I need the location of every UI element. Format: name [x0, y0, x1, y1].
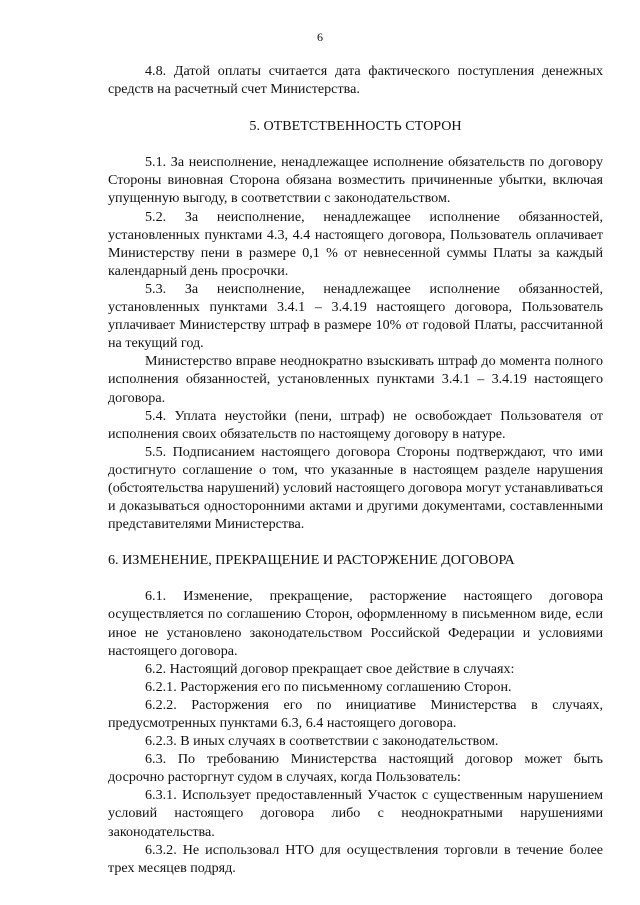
paragraph-5-5: 5.5. Подписанием настоящего договора Стороны подтверждают, что ими достигнуто соглашение о том, что указанные в настоящем разделе нарушения (обстоятельства нарушений) условий настоящего договора могут устанавливаться и доказываться односторонними актами и другими документами, составленными представителями Министерства.: [108, 443, 603, 533]
page-number: 6: [317, 30, 323, 44]
paragraph-6-1: 6.1. Изменение, прекращение, расторжение настоящего договора осуществляется по соглашению Сторон, оформленному в письменном виде, если иное не установлено законодательством Российской Федерации и условиями настоящего договора.: [108, 588, 603, 659]
section-6-title: 6. ИЗМЕНЕНИЕ, ПРЕКРАЩЕНИЕ И РАСТОРЖЕНИЕ ДОГОВОРА: [108, 552, 515, 569]
paragraph-5-1: 5.1. За неисполнение, ненадлежащее исполнение обязательств по договору Стороны виновная Сторона обязана возместить причиненные убытки, включая упущенную выгоду, в соответствии с законодательством.: [108, 154, 603, 207]
paragraph-6-3-1: 6.3.1. Использует предоставленный Участок с существенным нарушением условий настоящего договора либо с неоднократными нарушениями законодательства.: [108, 787, 603, 840]
paragraph-5-3: 5.3. За неисполнение, ненадлежащее исполнение обязанностей, установленных пунктами 3.4.1 – 3.4.19 настоящего договора, Пользователь уплачивает Министерству штраф в размере 10% от годовой Платы, рассчитанной на текущий год.: [108, 280, 603, 352]
paragraph-5-4: 5.4. Уплата неустойки (пени, штраф) не освобождает Пользователя от исполнения своих обязательств по настоящему договору в натуре.: [108, 407, 603, 442]
paragraph-6-3: 6.3. По требованию Министерства настоящий договор может быть досрочно расторгнут судом в случаях, когда Пользователь:: [108, 751, 603, 786]
paragraph-6-2-1: 6.2.1. Расторжения его по письменному соглашению Сторон.: [145, 678, 512, 695]
document-body: [108, 62, 603, 877]
section-5-title: 5. ОТВЕТСТВЕННОСТЬ СТОРОН: [249, 118, 462, 135]
paragraph-6-2-2: 6.2.2. Расторжения его по инициативе Министерства в случаях, предусмотренных пунктами 6.3, 6.4 настоящего договора.: [108, 696, 603, 731]
paragraph-4-8: 4.8. Датой оплаты считается дата фактического поступления денежных средств на расчетный счет Министерства.: [108, 63, 603, 98]
paragraph-5-2: 5.2. За неисполнение, ненадлежащее исполнение обязанностей, установленных пунктами 4.3, 4.4 настоящего договора, Пользователь оплачивает Министерству пени в размере 0,1 % от невнесенной суммы Платы за каждый календарный день просрочки.: [108, 208, 603, 279]
paragraph-5-3-extra: Министерство вправе неоднократно взыскивать штраф до момента полного исполнения обязанностей, установленных пунктами 3.4.1 – 3.4.19 настоящего договора.: [108, 353, 603, 406]
paragraph-6-3-2: 6.3.2. Не использовал НТО для осуществления торговли в течение более трех месяцев подряд.: [108, 841, 603, 876]
paragraph-6-2-3: 6.2.3. В иных случаях в соответствии с законодательством.: [145, 733, 499, 750]
paragraph-6-2: 6.2. Настоящий договор прекращает свое действие в случаях:: [145, 660, 515, 677]
